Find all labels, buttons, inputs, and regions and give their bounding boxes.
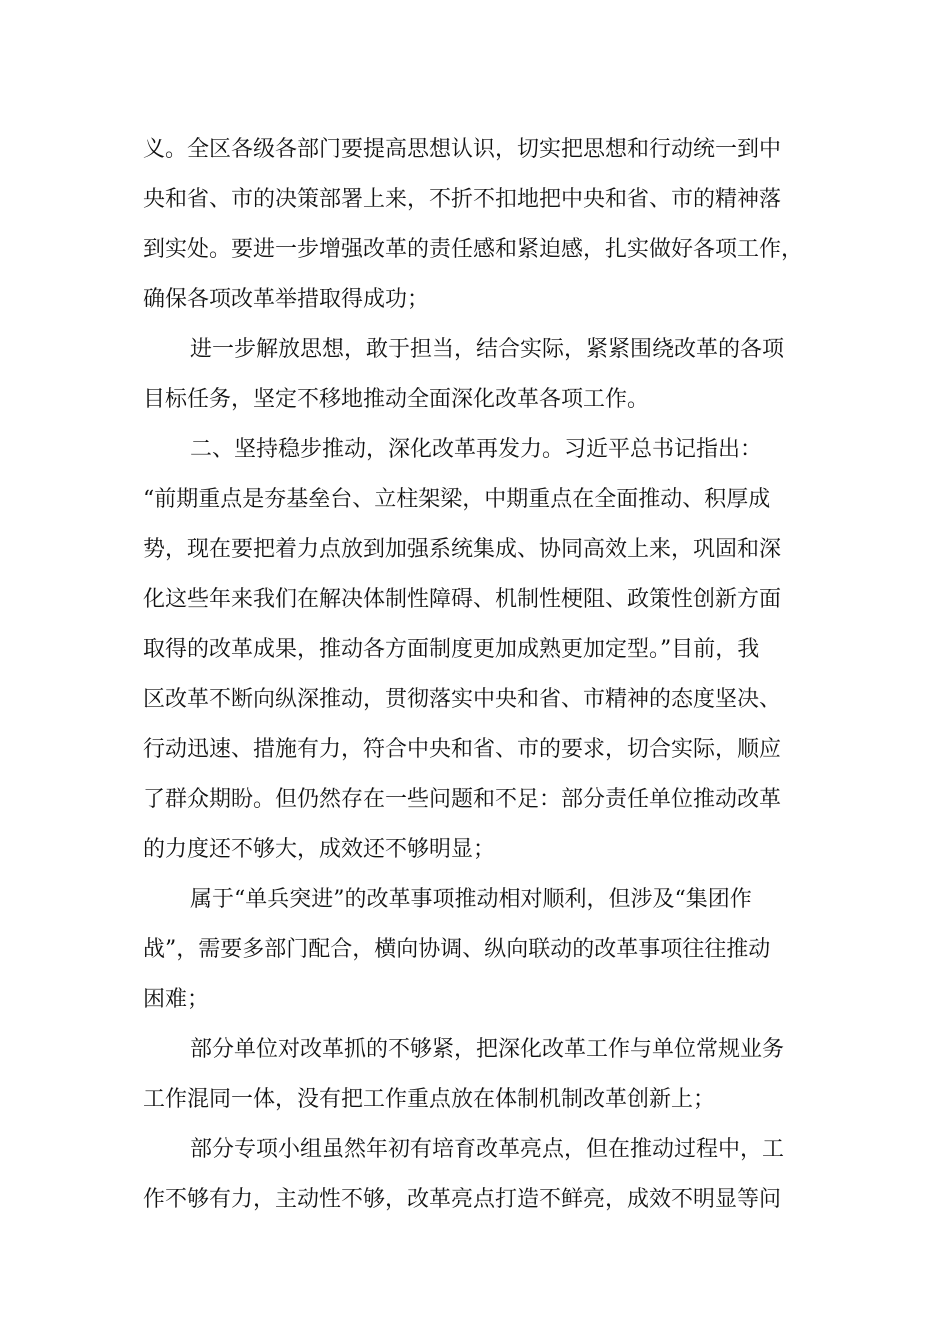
text-line: 央和省、市的决策部署上来，不折不扣地把中央和省、市的精神落 xyxy=(143,187,782,212)
text-line: 了群众期盼。但仍然存在一些问题和不足：部分责任单位推动改革 xyxy=(143,787,782,812)
text-line: 到实处。要进一步增强改革的责任感和紧迫感，扎实做好各项工作， xyxy=(143,237,804,262)
text-line: 进一步解放思想，敢于担当，结合实际，紧紧围绕改革的各项 xyxy=(190,337,785,362)
text-line: 化这些年来我们在解决体制性障碍、机制性梗阻、政策性创新方面 xyxy=(143,587,782,612)
section-heading: 二、坚持稳步推动，深化改革再发力。习近平总书记指出： xyxy=(190,437,763,462)
text-line: “前期重点是夯基垒台、立柱架梁，中期重点在全面推动、积厚成 xyxy=(143,487,771,512)
text-line: 部分单位对改革抓的不够紧，把深化改革工作与单位常规业务 xyxy=(190,1037,785,1062)
text-line: 工作混同一体，没有把工作重点放在体制机制改革创新上； xyxy=(143,1087,716,1112)
text-line: 区改革不断向纵深推动，贯彻落实中央和省、市精神的态度坚决、 xyxy=(143,687,782,712)
text-line: 属于“单兵突进”的改革事项推动相对顺利，但涉及“集团作 xyxy=(190,887,752,912)
text-line: 势，现在要把着力点放到加强系统集成、协同高效上来，巩固和深 xyxy=(143,537,782,562)
text-line: 困难； xyxy=(143,987,210,1012)
text-line: 部分专项小组虽然年初有培育改革亮点，但在推动过程中，工 xyxy=(190,1137,785,1162)
text-line: 义。全区各级各部门要提高思想认识，切实把思想和行动统一到中 xyxy=(143,137,782,162)
text-line: 取得的改革成果，推动各方面制度更加成熟更加定型。”目前，我 xyxy=(143,637,760,662)
text-line: 确保各项改革举措取得成功； xyxy=(143,287,430,312)
text-line: 的力度还不够大，成效还不够明显； xyxy=(143,837,496,862)
text-line: 战”，需要多部门配合，横向协调、纵向联动的改革事项往往推动 xyxy=(143,937,771,962)
text-line: 行动迅速、措施有力，符合中央和省、市的要求，切合实际，顺应 xyxy=(143,737,782,762)
text-line: 作不够有力，主动性不够，改革亮点打造不鲜亮，成效不明显等问 xyxy=(143,1187,782,1212)
text-line: 目标任务，坚定不移地推动全面深化改革各项工作。 xyxy=(143,387,650,412)
